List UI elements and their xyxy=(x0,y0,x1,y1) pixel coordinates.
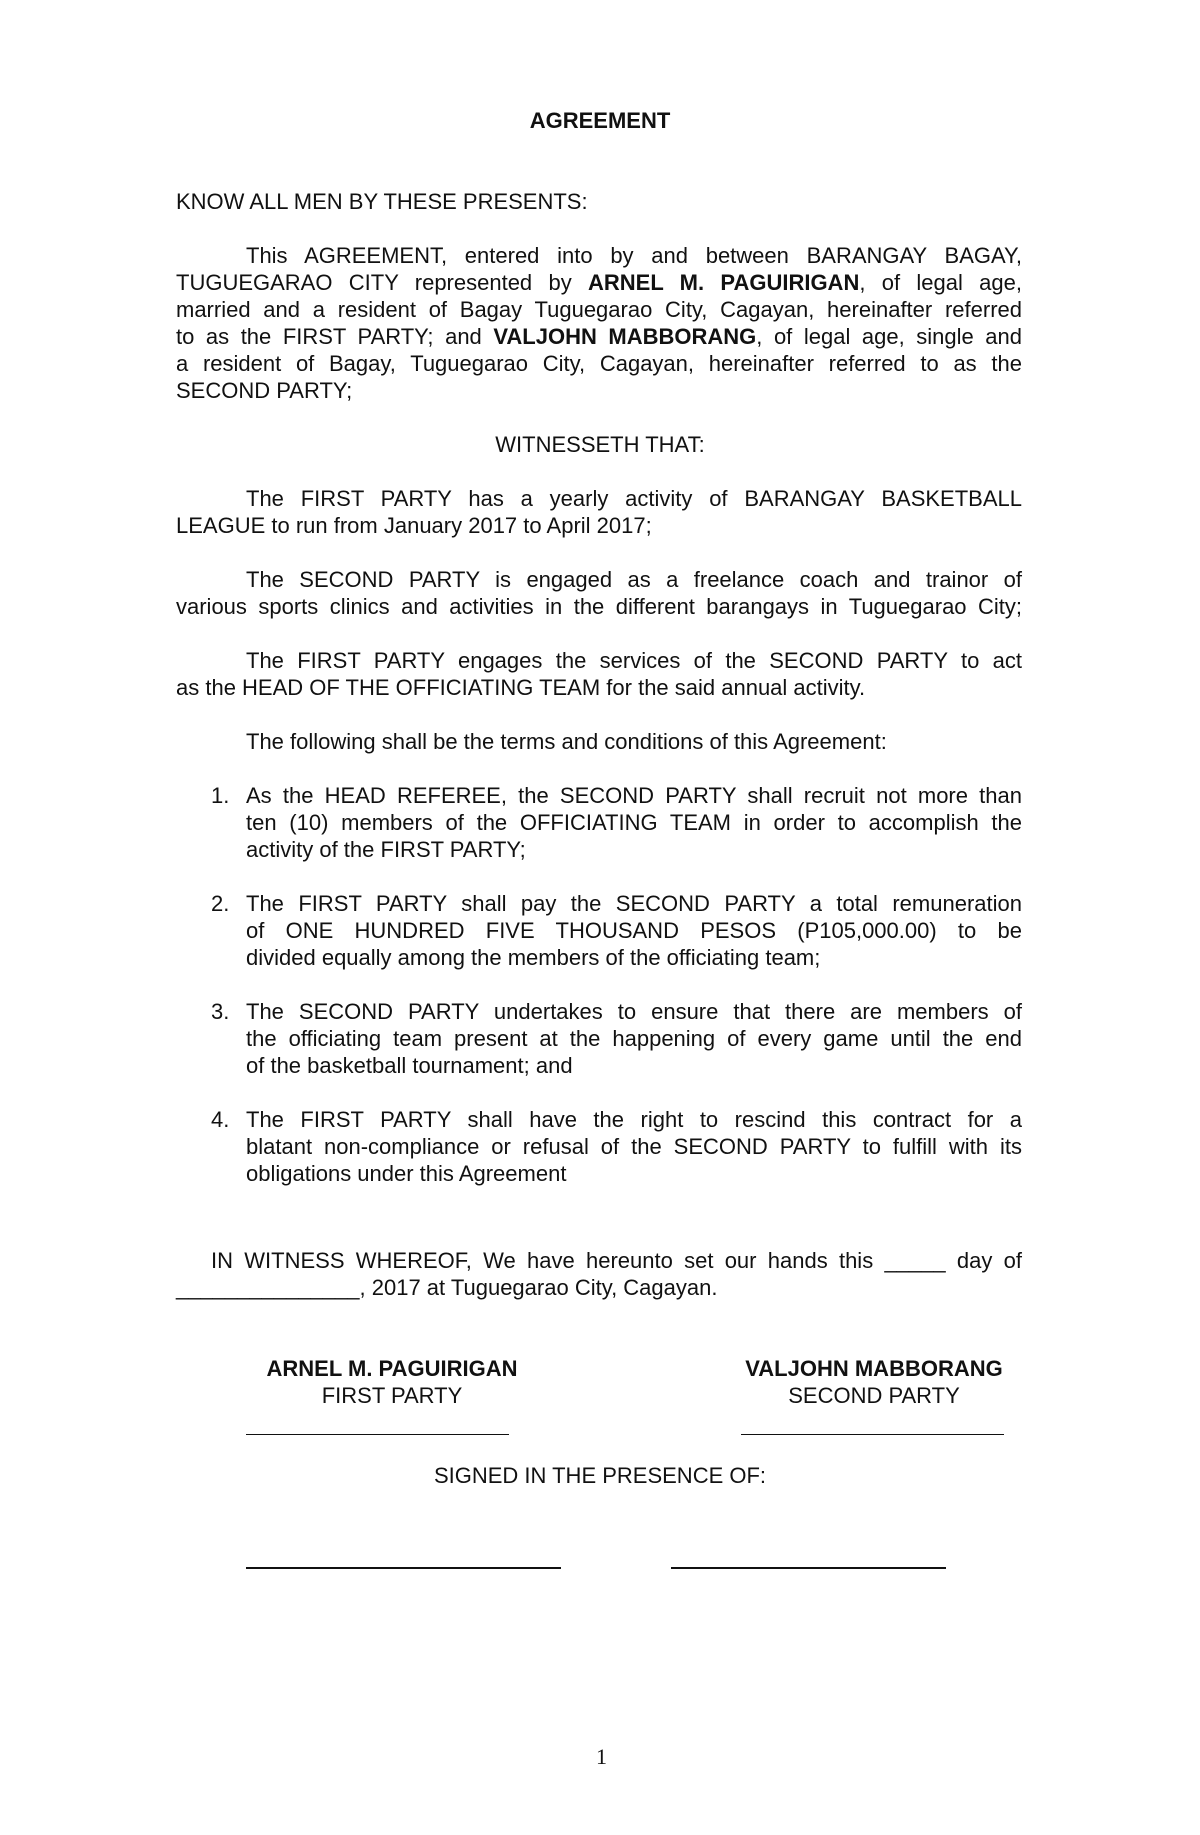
first-party-name-inline: ARNEL M. PAGUIRIGAN xyxy=(588,270,860,295)
term-line: As the HEAD REFEREE, the SECOND PARTY shall recruit not more than xyxy=(246,783,1022,808)
term-line: The SECOND PARTY undertakes to ensure that there are members of xyxy=(246,999,1022,1024)
term-line: divided equally among the members of the officiating team; xyxy=(246,945,821,970)
term-line: activity of the FIRST PARTY; xyxy=(246,837,526,862)
intro-line: a resident of Bagay, Tuguegarao City, Cagayan, hereinafter referred to as the xyxy=(176,351,1022,376)
first-party-name: ARNEL M. PAGUIRIGAN xyxy=(266,1356,518,1381)
intro-line: to as the FIRST PARTY; and VALJOHN MABBORANG, of legal age, single and xyxy=(176,324,1022,349)
second-party-role: SECOND PARTY xyxy=(788,1383,960,1408)
witness-line: IN WITNESS WHEREOF, We have hereunto set our hands this _____ day of xyxy=(211,1248,1022,1273)
recital-line: as the HEAD OF THE OFFICIATING TEAM for the said annual activity. xyxy=(176,675,866,700)
recital-line: various sports clinics and activities in the different barangays in Tuguegarao City; xyxy=(176,594,1022,619)
signed-presence-heading: SIGNED IN THE PRESENCE OF: xyxy=(433,1463,767,1488)
term-number: 4. xyxy=(211,1107,230,1132)
recital-line: The FIRST PARTY engages the services of the SECOND PARTY to act xyxy=(246,648,1022,673)
terms-intro: The following shall be the terms and conditions of this Agreement: xyxy=(246,729,887,754)
term-number: 1. xyxy=(211,783,230,808)
term-line: of the basketball tournament; and xyxy=(246,1053,573,1078)
recital-line: The FIRST PARTY has a yearly activity of BARANGAY BASKETBALL xyxy=(246,486,1022,511)
second-party-signature-line xyxy=(741,1434,1004,1435)
term-line: obligations under this Agreement xyxy=(246,1161,567,1186)
term-line: of ONE HUNDRED FIVE THOUSAND PESOS (P105,000.00) to be xyxy=(246,918,1022,943)
intro-line: This AGREEMENT, entered into by and between BARANGAY BAGAY, xyxy=(246,243,1022,268)
document-title: AGREEMENT xyxy=(529,108,671,133)
first-party-role: FIRST PARTY xyxy=(321,1383,463,1408)
second-party-name-inline: VALJOHN MABBORANG xyxy=(493,324,757,349)
intro-line: married and a resident of Bagay Tuguegarao City, Cagayan, hereinafter referred xyxy=(176,297,1022,322)
term-number: 2. xyxy=(211,891,230,916)
page-number: 1 xyxy=(596,1744,607,1769)
first-party-signature-line xyxy=(246,1434,509,1435)
second-party-name: VALJOHN MABBORANG xyxy=(745,1356,1003,1381)
intro-line: TUGUEGARAO CITY represented by ARNEL M. PAGUIRIGAN, of legal age, xyxy=(176,270,1022,295)
term-line: ten (10) members of the OFFICIATING TEAM in order to accomplish the xyxy=(246,810,1022,835)
term-line: the officiating team present at the happening of every game until the end xyxy=(246,1026,1022,1051)
witnesseth-heading: WITNESSETH THAT: xyxy=(495,432,705,457)
intro-line: SECOND PARTY; xyxy=(176,378,353,403)
salutation: KNOW ALL MEN BY THESE PRESENTS: xyxy=(176,189,588,214)
witness-line: _______________, 2017 at Tuguegarao City, Cagayan. xyxy=(176,1275,718,1300)
term-number: 3. xyxy=(211,999,230,1024)
term-line: blatant non-compliance or refusal of the SECOND PARTY to fulfill with its xyxy=(246,1134,1022,1159)
recital-line: LEAGUE to run from January 2017 to April 2017; xyxy=(176,513,652,538)
recital-line: The SECOND PARTY is engaged as a freelance coach and trainor of xyxy=(246,567,1022,592)
witness-signature-line-right xyxy=(671,1567,946,1569)
term-line: The FIRST PARTY shall pay the SECOND PARTY a total remuneration xyxy=(246,891,1022,916)
witness-signature-line-left xyxy=(246,1567,561,1569)
term-line: The FIRST PARTY shall have the right to rescind this contract for a xyxy=(246,1107,1022,1132)
